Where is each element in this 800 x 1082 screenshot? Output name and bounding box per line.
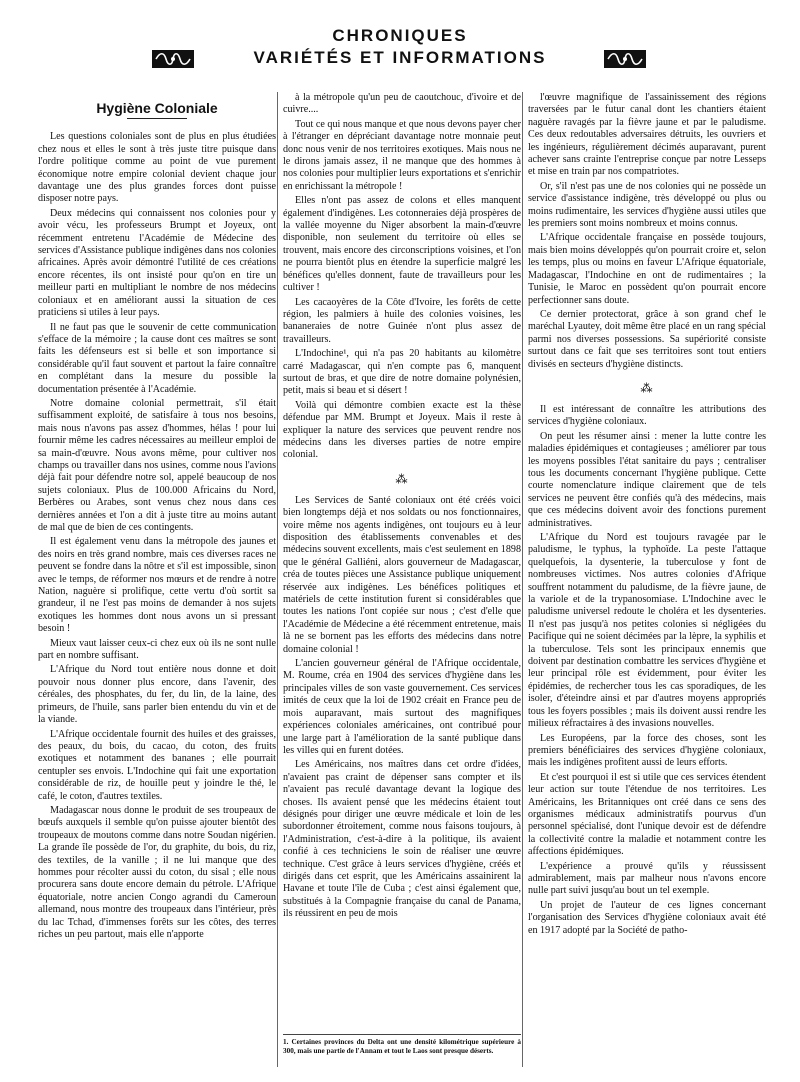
paragraph: Voilà qui démontre combien exacte est la thèse défendue par MM. Brumpt et Joyeux. Mais il reste à expliquer la nature des services que peuvent rendre nos médecins dans les diverses parties de notre empire colonial. [283, 399, 521, 461]
paragraph: Elles n'ont pas assez de colons et elles manquent également d'indigènes. Les cotonneraies déjà prospères de la vallée moyenne du Niger absorbent la main-d'œuvre disponible, non seulement du territoire où elles se trouvent, mais encore des circonscriptions voisines, et l'on ne pourra bientôt plus en étendre la superficie malgré les bénéfices qu'elles donnent, faute de travailleurs pour les cultiver ! [283, 195, 521, 294]
paragraph: Deux médecins qui connaissent nos colonies pour y avoir vécu, les professeurs Brumpt et Joyeux, ont récemment entretenu l'Académie de Médecine des services d'Assistance publique indigènes dans nos colonies africaines. Après avoir démontré l'utilité de ces créations encore récentes, ils ont insisté pour qu'on en tire un meilleur parti en multipliant le nombre de nos médecins coloniaux et en améliorant aussi la situation de ces praticiens si utiles à leur pays. [38, 207, 276, 319]
paragraph: Or, s'il n'est pas une de nos colonies qui ne possède un service d'assistance indigène, très développé ou plus ou moins rudimentaire, les services d'hygiène aussi utiles que les premiers sont moins nombreux et moins connus. [528, 180, 766, 230]
column-3-body-a [528, 92, 766, 371]
paragraph: Les Services de Santé coloniaux ont été créés voici bien longtemps déjà et nos soldats ou nos fonctionnaires, voire même nos agents indigènes, ont toujours eu à leur disposition des établissements convenables et des médecins souvent excellents, mais c'est seulement en 1898 que le général Galliéni, alors gouverneur de Madagascar, créa de toutes pièces une Assistance publique uniquement réservée aux indigènes. Les bénéfices politiques et matériels de cette institution furent si considérables que toutes les nations l'ont copiée sur nous ; c'est d'elle que l'Académie de Médecine a été récemment entretenue, mais là ne se bornent pas les efforts des médecins dans notre domaine colonial ! [283, 494, 521, 655]
ornament-icon [604, 50, 646, 68]
paragraph: Il ne faut pas que le souvenir de cette communication s'efface de la mémoire ; la cause dont ces maîtres se sont faits les défenseurs est si belle et son importance si considérable qu'il faut souvent et partout la faire connaître en complétant dans la mesure du possible la documentation présentée à l'Académie. [38, 321, 276, 395]
section-separator: ⁂ [395, 471, 409, 486]
column-3-body-b [528, 404, 766, 937]
paragraph: L'Afrique occidentale fournit des huiles et des graisses, des peaux, du bois, du cacao, du coton, des fruits exotiques et notamment des bananes ; elle pourrait centupler ses envois. L'Indochine qui fait une exportation considérable de riz, de houille peut y joindre le thé, le café, le coton, d'autres textiles. [38, 728, 276, 802]
column-divider [522, 92, 523, 1067]
paragraph: L'Indochine¹, qui n'a pas 20 habitants au kilomètre carré Madagascar, qui n'en compte pas 6, manquent surtout de bras, et que dire de notre domaine polynésien, petit, mais si beau et si désert ! [283, 348, 521, 397]
header-title-line2: VARIÉTÉS ET INFORMATIONS [253, 48, 547, 67]
paragraph: On peut les résumer ainsi : mener la lutte contre les maladies épidémiques et contagieuses ; améliorer par tous les moyens possibles l'état sanitaire du pays ; centraliser tous les documents concernant l'hygiène publique. Cette courte nomenclature indique clairement que de tels services ne peuvent être confiés qu'à des médecins, mais que ces médecins doivent avoir des fonctions purement administratives. [528, 430, 766, 529]
column-3 [528, 92, 766, 939]
column-1 [38, 92, 276, 943]
paragraph: Tout ce qui nous manque et que nous devons payer cher à l'étranger en dépréciant davantage notre monnaie peut donc nous venir de nos territoires exotiques. Mais nous ne le dirons jamais assez, il ne manque que des hommes à nos colonies pour multiplier leurs exportations et s'enrichir en enrichissant la métropole ! [283, 118, 521, 192]
paragraph: L'Afrique occidentale française en possède toujours, mais bien moins développés qu'on pourrait croire et, selon les temps, plus ou moins en faveur L'Afrique équatoriale, Madagascar, l'Indochine en ont de rudimentaires ; la Tunisie, le Maroc en possèdent qu'on pourrait encore perfectionner sans doute. [528, 232, 766, 306]
paragraph: Notre domaine colonial permettrait, s'il était suffisamment exploité, de satisfaire à tous nos besoins, mais nous n'avons pas assez d'hommes, hélas ! pour lui fournir même les cadres nécessaires au meilleur emploi de sa main-d'œuvre. Nous avons même, pour cultiver nos champs ou travailler dans nos usines, comme nous l'avions déjà fait pour défendre notre sol, appelé beaucoup de nos sujets coloniaux. Plus de 100.000 Africains du Nord, Berbères ou Arabes, sont venus chez nous dans ces dernières années et l'on a dit à juste titre au moins autant de mal que de bien de ces contingents. [38, 397, 276, 533]
paragraph: Les Américains, nos maîtres dans cet ordre d'idées, n'avaient pas craint de dépenser sans compter et ils n'avaient pas reculé davantage devant la logique des choses. Ils avaient pensé que les médecins étaient tout désignés pour diriger une œuvre médicale et loin de les subordonner étroitement, comme nous faisons toujours, à l'Administration, c'est-à-dire à la politique, ils avaient confié à ces techniciens le soin de réaliser une œuvre technique. C'est grâce à leurs services d'hygiène, créés et dirigés dans cet esprit, que les Américains assainirent la Havane et toute l'île de Cuba ; c'est ainsi également que, substitués à la Compagnie française du canal de Panama, ils réussirent en peu de mois [283, 759, 521, 920]
column-divider [277, 92, 278, 1067]
footnote: 1. Certaines provinces du Delta ont une densité kilométrique supérieure à 300, mais une partie de l'Annam et tout le Laos sont presque déserts. [283, 1034, 521, 1056]
page-header [0, 18, 800, 78]
paragraph: Les Européens, par la force des choses, sont les premiers bénéficiaires des services d'hygiène coloniaux, mais les indigènes profitent aussi de leurs efforts. [528, 732, 766, 769]
paragraph: L'expérience a prouvé qu'ils y réussissent admirablement, mais par malheur nous n'avons encore nulle part suivi jusqu'au bout un tel exemple. [528, 860, 766, 897]
section-separator: ⁂ [640, 380, 654, 395]
column-2 [283, 92, 521, 923]
paragraph: L'ancien gouverneur général de l'Afrique occidentale, M. Roume, créa en 1904 des services d'hygiène dans les principales villes de son vaste gouvernement. Ces services imités de ceux que la loi de 1902 créait en France peu de mois auparavant, mais surtout des magnifiques expériences coloniales américaines, ont contribué pour une large part à l'amélioration de la santé publique dans les villes qui en furent dotées. [283, 658, 521, 756]
paragraph: Il est intéressant de connaître les attributions des services d'hygiène coloniaux. [528, 403, 766, 428]
paragraph: L'Afrique du Nord tout entière nous donne et doit pouvoir nous donner plus encore, dans l'avenir, des céréales, des phosphates, du fer, du lin, de la laine, des primeurs, de l'huile, sans parler bien entendu du vin et de la viande. [38, 664, 276, 726]
paragraph: l'œuvre magnifique de l'assainissement des régions traversées par le futur canal dont les chantiers étaient naguère ravagés par la fièvre jaune et par le paludisme. Ces deux redoutables adversaires détruits, les ouvriers et les ingénieurs, régulièrement décimés auparavant, purent achever sans crainte l'entreprise conçue par notre Lesseps et mise en train par nos compatriotes. [528, 92, 766, 178]
paragraph: Un projet de l'auteur de ces lignes concernant l'organisation des Services d'hygiène coloniaux avait été en 1917 adopté par la Société de patho- [528, 899, 766, 936]
paragraph: Les questions coloniales sont de plus en plus étudiées chez nous et elles le sont à très juste titre puisque dans l'ordre politique comme au point de vue purement économique notre empire colonial devient chaque jour davantage une des plus grandes forces dont puisse disposer notre pays. [38, 131, 276, 205]
column-2-body-b [283, 495, 521, 921]
header-title-line1: CHRONIQUES [332, 26, 468, 45]
paragraph: Il est également venu dans la métropole des jaunes et des noirs en très grand nombre, mais ces diverses races ne peuvent se fondre dans la nôtre et s'il est impossible, sinon avec le temps, de réformer nos mœurs et de rendre à notre Nation, naguère si prolifique, cette vertu d'où sortit sa grandeur, il ne l'est pas moins de demander à nos sujets exotiques les hommes dont nous avons un si pressant besoin ! [38, 536, 276, 635]
paragraph: Madagascar nous donne le produit de ses troupeaux de bœufs auxquels il semble qu'on puisse ajouter bientôt des troupeaux de moutons comme dans notre Soudan nigérien. La grande île possède de l'or, du graphite, du bois, du riz, des textiles, de la vanille ; il ne lui manque que des hommes pour récolter aussi du coton, du sisal ; elle nous procurera sans doute encore demain du pétrole. L'Afrique équatoriale, notre ancien Congo agrandi du Cameroun allemand, nous montre des troupeaux dans l'intérieur, près du lac Tchad, d'immenses forêts sur les côtes, des terres riches un peu partout, mais elle n'apporte [38, 804, 276, 940]
article-title: Hygiène Coloniale [96, 100, 218, 116]
paragraph: Ce dernier protectorat, grâce à son grand chef le maréchal Lyautey, doit même être placé en un rang spécial parmi nos diverses possessions. Sa supériorité consiste surtout dans ce fait que ses territoires sont tout entiers divisés en secteurs d'hygiène distincts. [528, 308, 766, 370]
column-1-body [38, 131, 276, 941]
title-rule [127, 118, 187, 119]
paragraph: Les cacaoyères de la Côte d'Ivoire, les forêts de cette région, les palmiers à huile des colonies voisines, les bananeraies de notre Guinée n'ont plus assez de travailleurs. [283, 296, 521, 345]
paragraph: Et c'est pourquoi il est si utile que ces services étendent leur action sur toute l'étendue de nos territoires. Les Américains, les Britanniques ont créé dans ce sens des organismes médicaux administratifs pourvus d'un personnel spécialisé, dont l'unique devoir est de défendre la collectivité contre la maladie et notamment contre les affections épidémiques. [528, 771, 766, 858]
paragraph: à la métropole qu'un peu de caoutchouc, d'ivoire et de cuivre.... [283, 92, 521, 116]
paragraph: Mieux vaut laisser ceux-ci chez eux où ils ne sont nulle part en nombre suffisant. [38, 637, 276, 662]
paragraph: L'Afrique du Nord est toujours ravagée par le paludisme, le typhus, la typhoïde. La peste l'attaque quelquefois, la dysenterie, la tuberculose y font de nombreuses victimes. Nos autres colonies d'Afrique souffrent notamment du paludisme, de la fièvre jaune, de la variole et de la trypanosomiase. L'Indochine avec le paludisme universel redoute le choléra et les dysenteries. Il n'est pas jusqu'à nos petites colonies si négligées du Pacifique qui ne soient décimées par la lèpre, la syphilis et la tuberculose. Tels sont les principaux ennemis que doivent par destination combattre les services d'hygiène et leur principal rôle est évidemment, pour éviter les épidémies, de rechercher tous les cas sporadiques, de les isoler, d'éteindre ainsi et par d'autres moyens appropriés tous les foyers possibles ; mais ils doivent aussi rendre les milieux réfractaires à des invasions nouvelles. [528, 532, 766, 730]
column-2-body-a [283, 92, 521, 462]
